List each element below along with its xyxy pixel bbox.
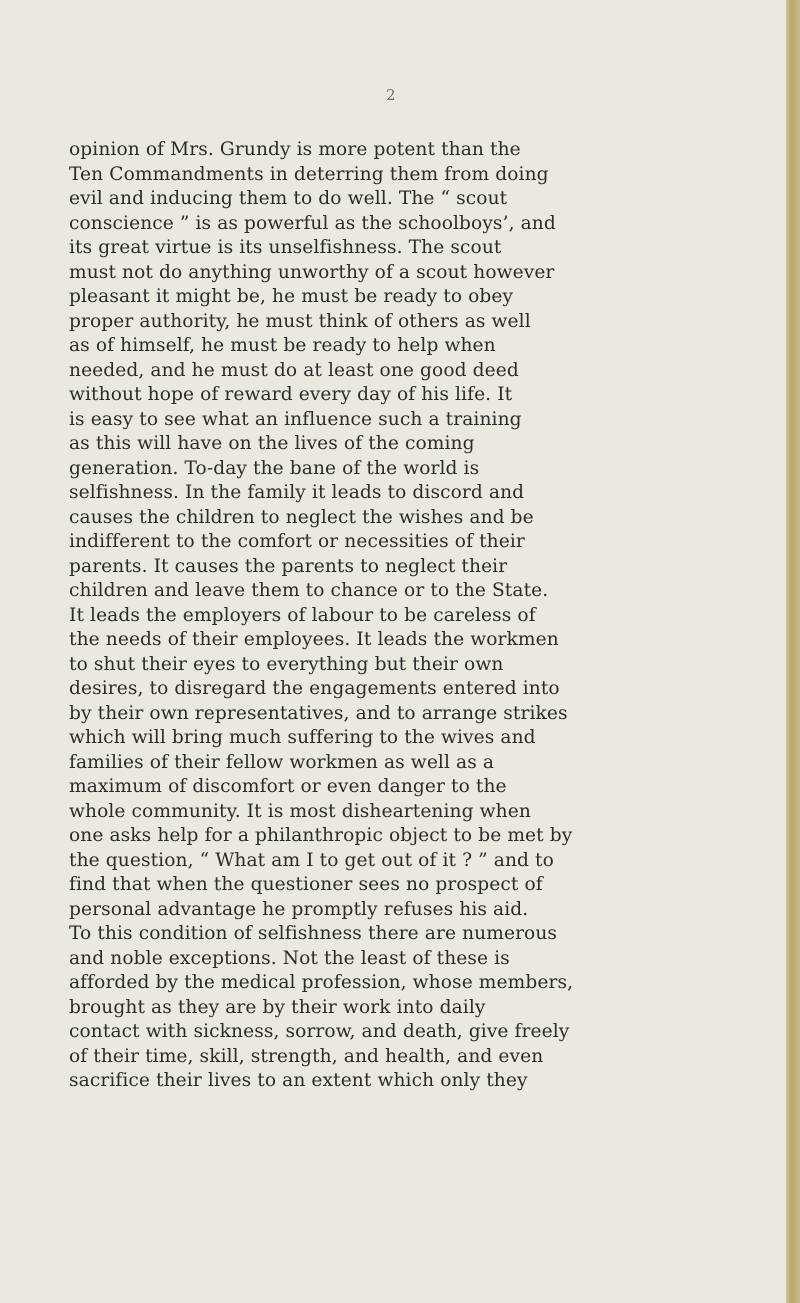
text-line: its great virtue is its unselfishness. The scout xyxy=(69,237,502,258)
text-line: To this condition of selfishness there are numerous xyxy=(69,923,558,944)
text-line: as this will have on the lives of the coming xyxy=(69,433,475,454)
text-line: Ten Commandments in deterring them from doing xyxy=(69,163,549,185)
text-line: to shut their eyes to everything but their own xyxy=(69,653,504,675)
text-line: maximum of discomfort or even danger to the xyxy=(69,776,507,797)
text-line: which will bring much suffering to the wives and xyxy=(69,727,536,748)
text-line: afforded by the medical profession, whose members, xyxy=(69,972,574,993)
page-number: 2 xyxy=(386,86,396,104)
text-line: personal advantage he promptly refuses his aid. xyxy=(69,898,529,920)
text-line: children and leave them to chance or to the State. xyxy=(69,580,549,601)
text-line: brought as they are by their work into daily xyxy=(69,996,486,1018)
text-line: is easy to see what an influence such a training xyxy=(69,408,522,430)
text-line: the question, “ What am I to get out of it ? ” and to xyxy=(69,849,554,871)
text-line: It leads the employers of labour to be careless of xyxy=(69,604,536,626)
text-line: pleasant it might be, he must be ready to obey xyxy=(69,286,514,307)
page-edge xyxy=(786,0,800,1303)
text-line: as of himself, he must be ready to help when xyxy=(69,335,496,356)
text-line: find that when the questioner sees no prospect of xyxy=(69,874,543,895)
text-line: desires, to disregard the engagements entered into xyxy=(69,678,560,699)
text-line: the needs of their employees. It leads the workmen xyxy=(69,629,559,650)
text-line: evil and inducing them to do well. The “ scout xyxy=(69,188,508,209)
text-line: and noble exceptions. Not the least of these is xyxy=(69,947,510,969)
text-line: of their time, skill, strength, and health, and even xyxy=(69,1045,544,1067)
text-line: opinion of Mrs. Grundy is more potent than the xyxy=(69,139,521,160)
text-line: causes the children to neglect the wishes and be xyxy=(69,506,534,528)
text-line: conscience ” is as powerful as the schoolboys’, and xyxy=(69,212,556,234)
text-line: selfishness. In the family it leads to discord and xyxy=(69,482,525,503)
text-line: parents. It causes the parents to neglect their xyxy=(69,555,508,577)
text-line: without hope of reward every day of his life. It xyxy=(69,384,513,405)
text-line: proper authority, he must think of others as well xyxy=(69,310,531,332)
text-line: must not do anything unworthy of a scout however xyxy=(69,261,555,283)
text-line: sacrifice their lives to an extent which only they xyxy=(69,1070,528,1091)
text-line: indifferent to the comfort or necessities of their xyxy=(69,531,525,552)
text-line: whole community. It is most disheartening when xyxy=(69,800,531,822)
text-line: generation. To-day the bane of the world is xyxy=(69,457,480,479)
text-line: one asks help for a philanthropic object to be met by xyxy=(69,825,573,846)
text-line: families of their fellow workmen as well as a xyxy=(69,751,495,773)
text-line: needed, and he must do at least one good deed xyxy=(69,359,519,381)
text-line: contact with sickness, sorrow, and death, give freely xyxy=(69,1021,570,1042)
text-line: by their own representatives, and to arrange strikes xyxy=(69,702,568,724)
